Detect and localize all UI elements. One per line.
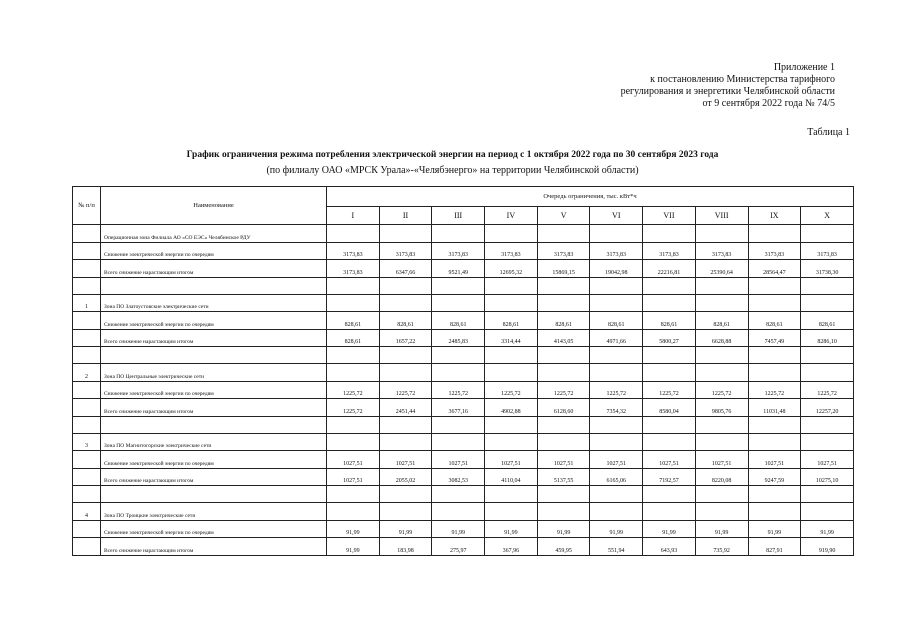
empty-cell [432,225,485,243]
reduction-value: 91,99 [801,520,854,538]
empty-cell [748,347,801,364]
empty-cell [101,416,327,433]
empty-cell [801,225,854,243]
empty-cell [748,503,801,521]
empty-cell [801,364,854,382]
total-value: 9247,59 [748,468,801,486]
empty-cell [537,294,590,312]
empty-cell [379,486,432,503]
row-number: 2 [73,364,101,382]
reduction-value: 1225,72 [485,381,538,399]
reduction-value: 1027,51 [537,451,590,469]
reduction-value: 828,61 [379,312,432,330]
empty-cell [379,294,432,312]
reduction-label: Снижение электрической энергии по очередям [101,381,327,399]
empty-cell [73,242,101,260]
empty-cell [590,486,643,503]
reduction-value: 91,99 [327,520,380,538]
reduction-value: 3173,83 [537,242,590,260]
empty-cell [643,347,696,364]
total-value: 4143,05 [537,329,590,347]
empty-cell [695,364,748,382]
total-label: Всего снижение нарастающим итогом [101,260,327,278]
reduction-value: 91,99 [485,520,538,538]
header-num: № п/п [73,187,101,225]
reduction-value: 1027,51 [643,451,696,469]
total-value: 6128,60 [537,399,590,417]
empty-cell [590,364,643,382]
total-value: 4902,88 [485,399,538,417]
reduction-value: 828,61 [801,312,854,330]
total-value: 1027,51 [327,468,380,486]
total-value: 7457,49 [748,329,801,347]
empty-cell [537,486,590,503]
header-queue-3: III [432,207,485,225]
total-value: 4110,04 [485,468,538,486]
reduction-value: 1027,51 [379,451,432,469]
total-label: Всего снижение нарастающим итогом [101,399,327,417]
total-value: 1657,22 [379,329,432,347]
total-value: 28564,47 [748,260,801,278]
total-row [73,260,854,278]
total-value: 828,61 [327,329,380,347]
empty-cell [327,225,380,243]
empty-cell [801,294,854,312]
empty-cell [695,486,748,503]
empty-cell [643,294,696,312]
total-value: 5800,27 [643,329,696,347]
empty-cell [643,433,696,451]
empty-cell [695,503,748,521]
header-queue-10: X [801,207,854,225]
empty-cell [590,416,643,433]
empty-cell [485,416,538,433]
empty-cell [590,433,643,451]
empty-cell [327,364,380,382]
empty-cell [379,364,432,382]
reduction-value: 91,99 [695,520,748,538]
empty-cell [327,433,380,451]
blank-row [73,277,854,294]
empty-cell [485,503,538,521]
total-value: 3173,83 [327,260,380,278]
reduction-value: 91,99 [537,520,590,538]
reduction-value: 91,99 [748,520,801,538]
section-title-row [73,225,854,243]
empty-cell [327,416,380,433]
empty-cell [73,329,101,347]
reduction-value: 1027,51 [590,451,643,469]
appendix-line-2: к постановлению Министерства тарифного [650,74,835,85]
empty-cell [485,277,538,294]
empty-cell [485,486,538,503]
reduction-value: 828,61 [485,312,538,330]
reduction-value: 1225,72 [327,381,380,399]
reduction-value: 3173,83 [590,242,643,260]
empty-cell [537,225,590,243]
empty-cell [327,294,380,312]
reduction-value: 828,61 [590,312,643,330]
empty-cell [643,416,696,433]
appendix-line-4: от 9 сентября 2022 года № 74/5 [702,98,835,109]
total-value: 183,98 [379,538,432,556]
section-title-row [73,294,854,312]
reduction-row [73,520,854,538]
empty-cell [101,486,327,503]
total-value: 8580,04 [643,399,696,417]
total-value: 12695,32 [485,260,538,278]
total-value: 275,97 [432,538,485,556]
empty-cell [379,225,432,243]
empty-cell [537,347,590,364]
reduction-value: 1225,72 [801,381,854,399]
total-label: Всего снижение нарастающим итогом [101,329,327,347]
total-value: 8286,10 [801,329,854,347]
reduction-value: 1225,72 [643,381,696,399]
empty-cell [748,433,801,451]
empty-cell [379,277,432,294]
empty-cell [643,225,696,243]
total-value: 6628,88 [695,329,748,347]
empty-cell [101,277,327,294]
total-value: 25390,64 [695,260,748,278]
empty-cell [590,503,643,521]
empty-cell [432,416,485,433]
document-title: График ограничения режима потребления электрической энергии на период с 1 октября 2022 года по 30 сентября 2023 года [186,150,719,160]
reduction-value: 3173,83 [485,242,538,260]
header-queue-1: I [327,207,380,225]
reduction-value: 91,99 [643,520,696,538]
header-queue-4: IV [485,207,538,225]
empty-cell [590,347,643,364]
empty-cell [327,347,380,364]
reduction-value: 91,99 [379,520,432,538]
reduction-value: 1225,72 [432,381,485,399]
reduction-value: 3173,83 [327,242,380,260]
reduction-value: 1027,51 [748,451,801,469]
empty-cell [748,364,801,382]
reduction-value: 3173,83 [801,242,854,260]
empty-cell [432,277,485,294]
empty-cell [801,433,854,451]
reduction-value: 3173,83 [643,242,696,260]
total-value: 22216,81 [643,260,696,278]
empty-cell [485,364,538,382]
total-value: 12257,20 [801,399,854,417]
total-value: 8220,08 [695,468,748,486]
empty-cell [590,277,643,294]
reduction-row [73,381,854,399]
empty-cell [537,364,590,382]
empty-cell [485,347,538,364]
total-row [73,399,854,417]
empty-cell [485,225,538,243]
total-value: 9805,76 [695,399,748,417]
empty-cell [73,468,101,486]
row-number: 3 [73,433,101,451]
empty-cell [379,347,432,364]
empty-cell [801,416,854,433]
empty-cell [73,277,101,294]
reduction-value: 1027,51 [432,451,485,469]
empty-cell [537,503,590,521]
empty-cell [537,416,590,433]
reduction-value: 1027,51 [801,451,854,469]
empty-cell [590,294,643,312]
section-title-row [73,433,854,451]
total-value: 6165,06 [590,468,643,486]
empty-cell [748,294,801,312]
header-queue-8: VIII [695,207,748,225]
header-queue-2: II [379,207,432,225]
reduction-value: 91,99 [590,520,643,538]
empty-cell [73,399,101,417]
empty-cell [432,294,485,312]
total-row [73,329,854,347]
reduction-row [73,242,854,260]
total-value: 367,96 [485,538,538,556]
empty-cell [748,416,801,433]
empty-cell [748,225,801,243]
blank-row [73,347,854,364]
appendix-header [575,62,835,110]
reduction-label: Снижение электрической энергии по очередям [101,451,327,469]
total-value: 7354,32 [590,399,643,417]
total-value: 1225,72 [327,399,380,417]
reduction-value: 3173,83 [379,242,432,260]
empty-cell [379,433,432,451]
empty-cell [432,364,485,382]
empty-cell [73,416,101,433]
reduction-value: 1027,51 [695,451,748,469]
empty-cell [695,294,748,312]
section-title: Операционная зона Филиала АО «СО ЕЭС» Челябинское РДУ [101,225,327,243]
empty-cell [643,486,696,503]
total-value: 459,95 [537,538,590,556]
blank-row [73,486,854,503]
empty-cell [73,260,101,278]
reduction-value: 828,61 [327,312,380,330]
empty-cell [801,277,854,294]
empty-cell [432,486,485,503]
total-value: 10275,10 [801,468,854,486]
reduction-value: 1225,72 [590,381,643,399]
document-subtitle: (по филиалу ОАО «МРСК Урала»-«Челябэнерго» на территории Челябинской области) [266,165,639,176]
empty-cell [748,486,801,503]
reduction-value: 828,61 [643,312,696,330]
total-value: 827,91 [748,538,801,556]
total-label: Всего снижение нарастающим итогом [101,468,327,486]
total-value: 7192,57 [643,468,696,486]
reduction-value: 828,61 [432,312,485,330]
reduction-value: 828,61 [748,312,801,330]
total-value: 2055,02 [379,468,432,486]
total-value: 4971,66 [590,329,643,347]
empty-cell [695,416,748,433]
total-value: 31738,30 [801,260,854,278]
section-title-row [73,503,854,521]
reduction-value: 1225,72 [537,381,590,399]
reduction-value: 828,61 [695,312,748,330]
empty-cell [73,520,101,538]
reduction-row [73,451,854,469]
total-value: 15869,15 [537,260,590,278]
total-value: 3677,16 [432,399,485,417]
reduction-label: Снижение электрической энергии по очередям [101,242,327,260]
reduction-value: 3173,83 [748,242,801,260]
empty-cell [590,225,643,243]
total-value: 6347,66 [379,260,432,278]
reduction-value: 1225,72 [748,381,801,399]
empty-cell [432,347,485,364]
empty-cell [485,294,538,312]
total-value: 735,92 [695,538,748,556]
empty-cell [432,503,485,521]
total-label: Всего снижение нарастающим итогом [101,538,327,556]
empty-cell [485,433,538,451]
total-value: 11031,48 [748,399,801,417]
empty-cell [695,225,748,243]
reduction-value: 1225,72 [695,381,748,399]
empty-cell [432,433,485,451]
row-number: 4 [73,503,101,521]
total-value: 919,90 [801,538,854,556]
empty-cell [801,486,854,503]
empty-cell [327,486,380,503]
empty-cell [537,433,590,451]
total-value: 5137,55 [537,468,590,486]
total-value: 19042,98 [590,260,643,278]
total-value: 91,99 [327,538,380,556]
empty-cell [643,364,696,382]
reduction-row [73,312,854,330]
reduction-value: 828,61 [537,312,590,330]
empty-cell [73,312,101,330]
appendix-line-3: регулирования и энергетики Челябинской области [620,86,835,97]
total-row [73,468,854,486]
empty-cell [73,347,101,364]
total-value: 2451,44 [379,399,432,417]
section-title: Зона ПО Троицкие электрические сети [101,503,327,521]
total-value: 9521,49 [432,260,485,278]
total-row [73,538,854,556]
reduction-value: 3173,83 [432,242,485,260]
reduction-value: 3173,83 [695,242,748,260]
empty-cell [748,277,801,294]
empty-cell [73,451,101,469]
total-value: 643,93 [643,538,696,556]
empty-cell [643,503,696,521]
table-label: Таблица 1 [807,127,850,138]
reduction-value: 91,99 [432,520,485,538]
header-name: Наименование [101,187,327,225]
row-number: 1 [73,294,101,312]
section-title: Зона ПО Магнитогорские электрические сети [101,433,327,451]
total-value: 2485,83 [432,329,485,347]
reduction-label: Снижение электрической энергии по очередям [101,520,327,538]
empty-cell [643,277,696,294]
empty-cell [327,503,380,521]
appendix-line-1: Приложение 1 [773,62,835,73]
total-value: 3314,44 [485,329,538,347]
header-queue-7: VII [643,207,696,225]
empty-cell [801,503,854,521]
empty-cell [73,486,101,503]
empty-cell [101,347,327,364]
empty-cell [327,277,380,294]
section-title-row [73,364,854,382]
empty-cell [379,503,432,521]
reduction-label: Снижение электрической энергии по очередям [101,312,327,330]
section-title: Зона ПО Центральные электрические сети [101,364,327,382]
empty-cell [73,538,101,556]
empty-cell [73,381,101,399]
total-value: 3082,53 [432,468,485,486]
reduction-value: 1027,51 [327,451,380,469]
empty-cell [379,416,432,433]
empty-cell [695,277,748,294]
header-queue: Очередь ограничения, тыс. кВт*ч [327,187,854,207]
empty-cell [695,347,748,364]
empty-cell [695,433,748,451]
header-queue-6: VI [590,207,643,225]
reduction-value: 1027,51 [485,451,538,469]
header-queue-9: IX [748,207,801,225]
restriction-schedule-table [72,186,854,556]
header-queue-5: V [537,207,590,225]
blank-row [73,416,854,433]
total-value: 551,94 [590,538,643,556]
section-title: Зона ПО Златоустовские электрические сети [101,294,327,312]
empty-cell [537,277,590,294]
empty-cell [801,347,854,364]
reduction-value: 1225,72 [379,381,432,399]
row-number [73,225,101,243]
